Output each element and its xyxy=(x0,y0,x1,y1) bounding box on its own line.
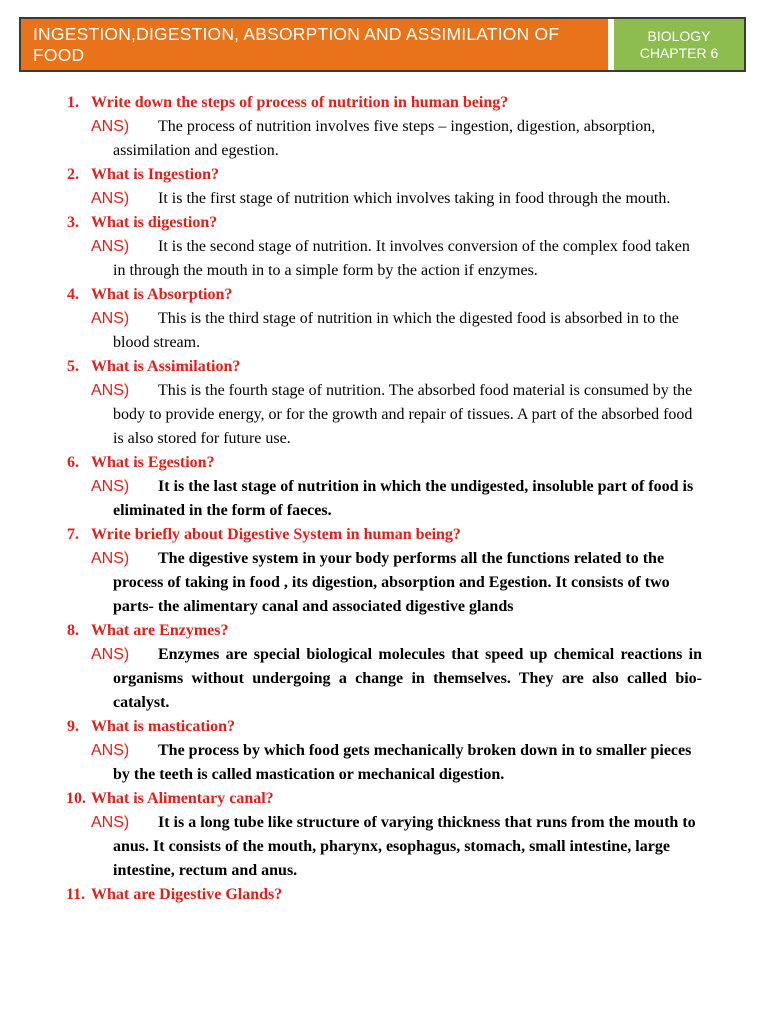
answer xyxy=(0,187,768,211)
question-number: 11. xyxy=(66,886,86,903)
ans-label: ANS) xyxy=(91,310,130,327)
question xyxy=(0,355,768,379)
subject-label: BIOLOGY xyxy=(647,27,711,44)
question-number: 7. xyxy=(67,526,79,543)
ans-label: ANS) xyxy=(91,742,130,759)
question xyxy=(0,883,768,907)
qa-item-11 xyxy=(0,883,768,907)
qa-item-4 xyxy=(0,283,768,355)
question xyxy=(0,523,768,547)
answer xyxy=(0,643,768,715)
question-text: What is Alimentary canal? xyxy=(91,790,274,807)
question xyxy=(0,451,768,475)
question-text: Write down the steps of process of nutrition in human being? xyxy=(91,94,509,111)
chapter-title: INGESTION,DIGESTION, ABSORPTION AND ASSIMILATION OF FOOD xyxy=(21,19,610,70)
ans-label: ANS) xyxy=(91,238,130,255)
qa-item-9 xyxy=(0,715,768,787)
qa-item-8 xyxy=(0,619,768,715)
question-number: 4. xyxy=(67,286,79,303)
answer-text: It is the last stage of nutrition in which the undigested, insoluble part of food is eliminated in the form of faeces. xyxy=(113,478,694,519)
question-number: 9. xyxy=(67,718,79,735)
answer xyxy=(0,235,768,283)
answer xyxy=(0,115,768,163)
qa-item-10 xyxy=(0,787,768,883)
answer xyxy=(0,811,768,883)
question xyxy=(0,211,768,235)
answer xyxy=(0,739,768,787)
qa-item-7 xyxy=(0,523,768,619)
answer-text: Enzymes are special biological molecules that speed up chemical reactions in organisms without undergoing a change in themselves. They are also called bio-catalyst. xyxy=(113,646,702,711)
answer-text: The process by which food gets mechanically broken down in to smaller pieces by the teeth is called mastication or mechanical digestion. xyxy=(113,742,692,783)
answer-text: This is the third stage of nutrition in which the digested food is absorbed in to the blood stream. xyxy=(113,310,679,351)
question-text: What is mastication? xyxy=(91,718,235,735)
chapter-tag xyxy=(610,19,744,70)
question-number: 1. xyxy=(67,94,79,111)
question-text: What is Assimilation? xyxy=(91,358,241,375)
question-text: What is Egestion? xyxy=(91,454,215,471)
answer-text: It is a long tube like structure of varying thickness that runs from the mouth to anus. It consists of the mouth, pharynx, esophagus, stomach, small intestine, large intestine, rectum and anus. xyxy=(113,814,696,879)
question-answer-list xyxy=(0,91,768,907)
question xyxy=(0,91,768,115)
question-number: 6. xyxy=(67,454,79,471)
question xyxy=(0,787,768,811)
question xyxy=(0,619,768,643)
question-number: 10. xyxy=(66,790,86,807)
qa-item-2 xyxy=(0,163,768,211)
qa-item-1 xyxy=(0,91,768,163)
qa-item-6 xyxy=(0,451,768,523)
chapter-label: CHAPTER 6 xyxy=(639,44,719,61)
ans-label: ANS) xyxy=(91,646,130,663)
page-header xyxy=(19,17,746,72)
qa-item-5 xyxy=(0,355,768,451)
question-text: What are Digestive Glands? xyxy=(91,886,283,903)
answer-text: It is the second stage of nutrition. It involves conversion of the complex food taken in through the mouth in to a simple form by the action if enzymes. xyxy=(113,238,690,279)
answer-text: It is the first stage of nutrition which involves taking in food through the mouth. xyxy=(158,190,671,207)
question-number: 8. xyxy=(67,622,79,639)
answer-text: The digestive system in your body performs all the functions related to the process of taking in food , its digestion, absorption and Egestion. It consists of two parts- the alimentary canal and associated digestive glands xyxy=(113,550,670,615)
answer xyxy=(0,379,768,451)
question-text: What are Enzymes? xyxy=(91,622,229,639)
answer-text: This is the fourth stage of nutrition. The absorbed food material is consumed by the body to provide energy, or for the growth and repair of tissues. A part of the absorbed food is also stored for future use. xyxy=(113,382,693,447)
question xyxy=(0,163,768,187)
answer-text: The process of nutrition involves five steps – ingestion, digestion, absorption, assimilation and egestion. xyxy=(113,118,656,159)
question xyxy=(0,715,768,739)
question-text: What is Ingestion? xyxy=(91,166,220,183)
question-text: What is Absorption? xyxy=(91,286,233,303)
question-number: 3. xyxy=(67,214,79,231)
answer xyxy=(0,547,768,619)
ans-label: ANS) xyxy=(91,550,130,567)
ans-label: ANS) xyxy=(91,382,130,399)
ans-label: ANS) xyxy=(91,118,130,135)
ans-label: ANS) xyxy=(91,478,130,495)
answer xyxy=(0,475,768,523)
ans-label: ANS) xyxy=(91,814,130,831)
question xyxy=(0,283,768,307)
question-text: What is digestion? xyxy=(91,214,218,231)
ans-label: ANS) xyxy=(91,190,130,207)
question-number: 2. xyxy=(67,166,79,183)
question-text: Write briefly about Digestive System in human being? xyxy=(91,526,461,543)
answer xyxy=(0,307,768,355)
question-number: 5. xyxy=(67,358,79,375)
qa-item-3 xyxy=(0,211,768,283)
